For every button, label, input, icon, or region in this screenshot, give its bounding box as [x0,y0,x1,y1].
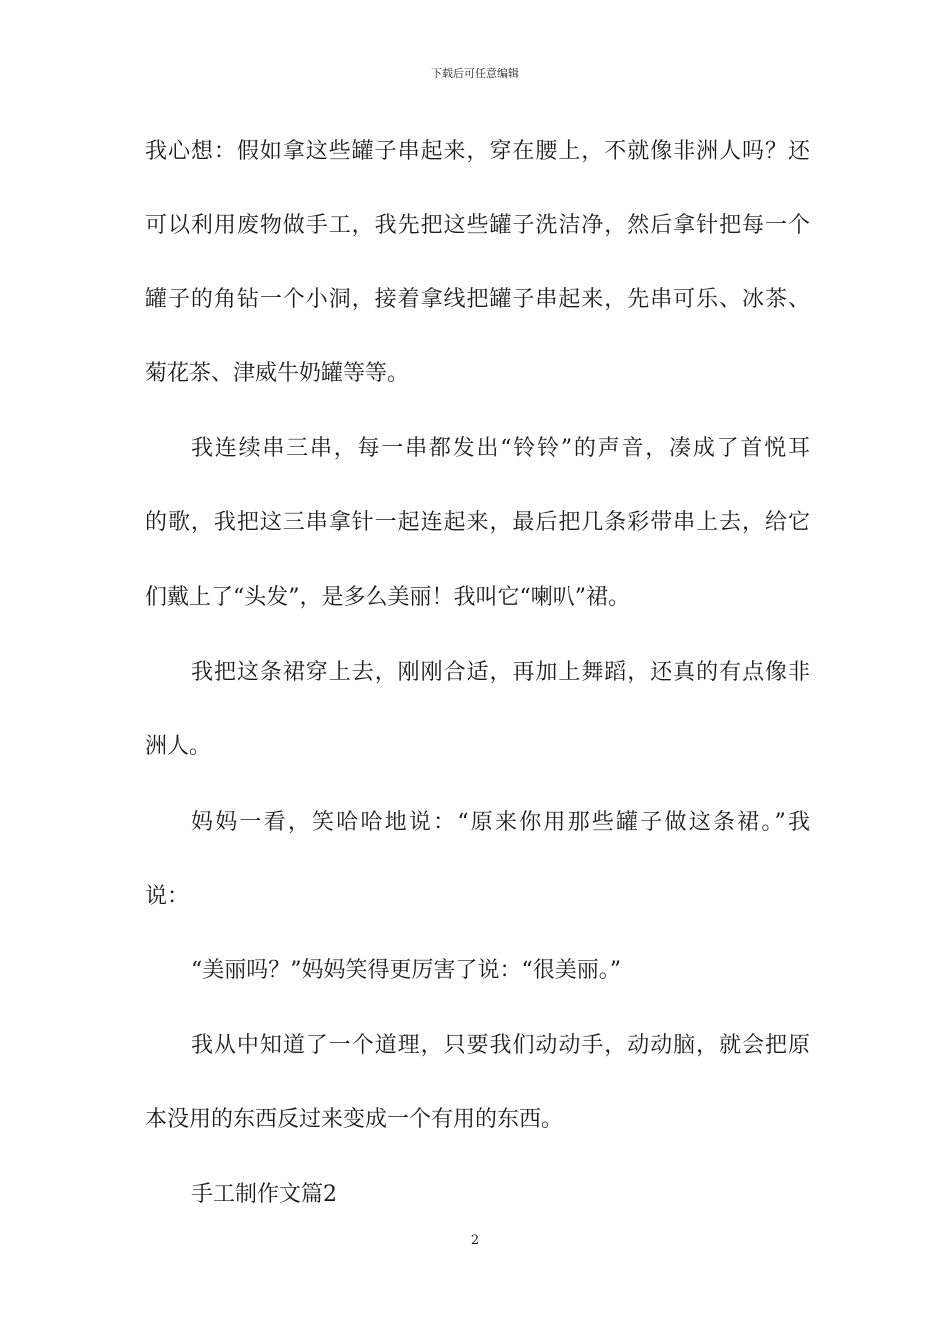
text-line: 我从中知道了一个道理，只要我们动动手，动动脑，就会把原 [191,1033,810,1058]
text-line: 菊花茶、津威牛奶罐等等。 [145,361,410,386]
text-line: 们戴上了“头发”，是多么美丽！我叫它“喇叭”裙。 [145,585,630,610]
text-line: 洲人。 [145,734,212,759]
page-number: 2 [470,1233,480,1248]
text-line: 本没用的东西反过来变成一个有用的东西。 [145,1107,564,1132]
text-line: “美丽吗？”妈妈笑得更厉害了说：“很美丽。” [191,958,621,983]
section-heading: 手工制作文篇2 [191,1182,337,1207]
text-line: 说： [145,884,190,909]
text-line: 可以利用废物做手工，我先把这些罐子洗洁净，然后拿针把每一个 [145,213,810,238]
text-line: 我把这条裙穿上去，刚刚合适，再加上舞蹈，还真的有点像非 [191,660,810,685]
text-line: 妈妈一看，笑哈哈地说：“原来你用那些罐子做这条裙。”我 [191,810,810,835]
text-line: 我连续串三串，每一串都发出“铃铃”的声音，凑成了首悦耳 [191,436,810,461]
text-line: 的歌，我把这三串拿针一起连起来，最后把几条彩带串上去，给它 [145,510,810,535]
text-line: 罐子的角钻一个小洞，接着拿线把罐子串起来，先串可乐、冰茶、 [145,287,810,312]
text-line: 我心想：假如拿这些罐子串起来，穿在腰上，不就像非洲人吗？还 [145,139,810,164]
page-header: 下载后可任意编辑 [431,67,519,80]
